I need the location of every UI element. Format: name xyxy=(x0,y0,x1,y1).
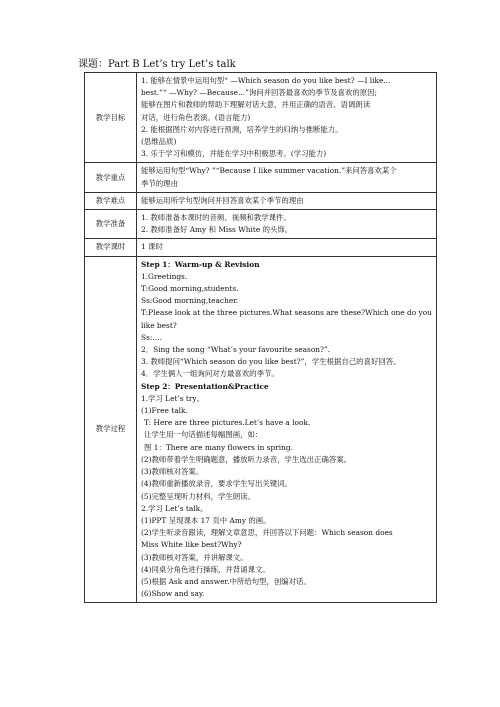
list-item: 2．Sing the song “What’s your favourite season?”. xyxy=(141,345,331,355)
list-item: 1.学习 Let’s try。 xyxy=(141,393,204,403)
list-item: 3. 教师提问“Which season do you like best?”，学生根据自己的喜好回答。 xyxy=(141,357,401,367)
list-item: (4)同桌分角色进行操练，并背诵课文。 xyxy=(141,564,270,574)
table-row xyxy=(85,73,437,163)
list-item: 2. 能根据图片对内容进行预测，培养学生的归纳与推断能力。 xyxy=(141,124,343,134)
list-item: (3)教师核对答案，并讲解课文。 xyxy=(141,552,248,562)
table-row xyxy=(85,163,437,192)
list-item: 4．学生俩人一组询问对方最喜欢的季节。 xyxy=(141,369,279,379)
list-item: 2. 教师准备好 Amy 和 Miss White 的头饰。 xyxy=(141,225,293,235)
row-label-process: 教学过程 xyxy=(85,256,137,603)
page-title: 课题：Part B Let’s try Let’s talk xyxy=(78,59,236,70)
table-row xyxy=(85,256,437,603)
list-item: Ss:…. xyxy=(141,332,163,342)
list-item: (1)Free talk. xyxy=(141,406,188,416)
key-points-content xyxy=(137,163,437,192)
row-label-difficulties: 教学难点 xyxy=(85,192,137,209)
list-item: T:Good morning,students. xyxy=(141,284,239,294)
list-item: 图 1：There are many flowers in spring. xyxy=(144,442,294,452)
list-item: like best? xyxy=(141,320,177,330)
row-label-goals: 教学目标 xyxy=(85,73,137,163)
lesson-plan-table xyxy=(84,72,437,603)
table-row xyxy=(85,239,437,256)
list-item: (1)PPT 呈现课本 17 页中 Amy 的画。 xyxy=(141,515,271,525)
list-item: 能够运用句型“Why? ”“Because I like summer vacation.”来问答喜欢某个 xyxy=(141,166,397,176)
list-item: (5)完整呈现听力材料，学生朗读。 xyxy=(141,491,255,501)
row-label-preparation: 教学准备 xyxy=(85,210,137,239)
hours-value: 1 课时 xyxy=(137,239,437,256)
difficulties-content xyxy=(137,192,437,209)
goals-content xyxy=(137,73,437,163)
list-item: 让学生用一句话描述每幅图画，如： xyxy=(144,430,263,440)
list-item: 能够在图片和教师的帮助下理解对话大意，并用正确的语音、语调朗读 xyxy=(141,100,371,110)
step-heading: Step 1：Warm-up & Revision xyxy=(141,259,260,269)
list-item: (2)教师带着学生明确题意，播放听力录音，学生选出正确答案。 xyxy=(141,454,352,464)
list-item: 对话，进行角色表演。(语言能力) xyxy=(141,112,251,122)
list-item: 1. 能够在情景中运用句型“ —Which season do you like best? —I like... xyxy=(141,76,391,85)
row-label-hours: 教学课时 xyxy=(85,239,137,256)
list-item: 1. 教师准备本课时的音频、视频和教学课件。 xyxy=(141,213,291,223)
step-heading: Step 2：Presentation&Practice xyxy=(141,381,269,391)
list-item: 能够运用所学句型询问并回答喜欢某个季节的理由 xyxy=(141,195,304,205)
list-item: (6)Show and say. xyxy=(141,589,205,599)
list-item: 季节的理由 xyxy=(141,178,178,188)
list-item: (4)教师重新播放录音，要求学生写出关键词。 xyxy=(141,479,292,489)
list-item: Miss White like best?Why? xyxy=(141,540,242,550)
list-item: (5)根据 Ask and answer.中所给句型，创编对话。 xyxy=(141,576,311,586)
list-item: T:Please look at the three pictures.What seasons are these?Which one do you xyxy=(141,308,432,318)
row-label-key-points: 教学重点 xyxy=(85,163,137,192)
list-item: (3)教师核对答案。 xyxy=(141,467,204,477)
table-row xyxy=(85,210,437,239)
list-item: best.”“ —Why? —Because...”询问并回答最喜欢的季节及喜欢的原因; xyxy=(141,88,377,98)
list-item: 2.学习 Let’s talk。 xyxy=(141,503,208,513)
process-content xyxy=(137,256,437,603)
preparation-content xyxy=(137,210,437,239)
list-item: (思维品质) xyxy=(141,137,177,147)
list-item: (2)学生听录音跟读，理解文章意思，并回答以下问题：Which season does xyxy=(141,528,393,538)
list-item: T: Here are three pictures.Let’s have a look. xyxy=(144,418,311,428)
list-item: 1.Greetings. xyxy=(141,271,188,281)
list-item: Ss:Good morning,teacher. xyxy=(141,296,239,306)
table-row xyxy=(85,192,437,209)
list-item: 3. 乐于学习和模仿，并能在学习中积极思考。(学习能力) xyxy=(141,149,327,159)
